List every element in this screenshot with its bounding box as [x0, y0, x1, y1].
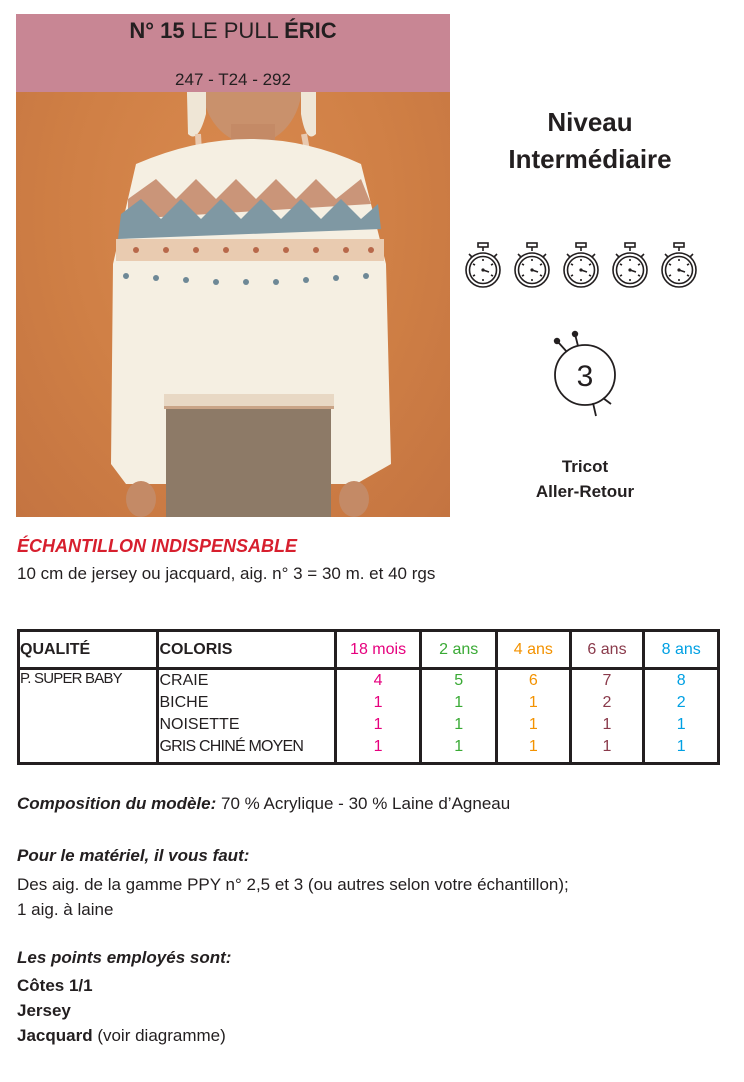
qty-18-mois: [335, 669, 421, 764]
header-size-8-ans: 8 ans: [644, 631, 719, 669]
composition-label: Composition du modèle:: [17, 794, 217, 813]
qty-value: 1: [528, 716, 538, 733]
color-name: NOISETTE: [159, 716, 240, 733]
technique-line1: Tricot: [561, 457, 609, 476]
product-photo: [16, 14, 450, 517]
qty-value: 1: [528, 694, 538, 711]
qty-value: 1: [454, 716, 464, 733]
qty-value: 1: [454, 738, 464, 755]
qty-value: 1: [373, 738, 383, 755]
stopwatch-icon: [561, 240, 601, 292]
pattern-title: [16, 18, 450, 44]
title-band: [16, 14, 450, 92]
color-name: BICHE: [159, 694, 209, 711]
stopwatch-icon: [659, 240, 699, 292]
color-list: [158, 669, 335, 764]
table-row: [19, 669, 719, 764]
stitches-heading: Les points employés sont:: [17, 948, 232, 967]
qty-value: 4: [373, 672, 383, 689]
qty-value: 1: [528, 738, 538, 755]
stitch-name: Jersey: [17, 1001, 71, 1020]
stitch-note: (voir diagramme): [92, 1026, 226, 1045]
qty-4-ans: [497, 669, 571, 764]
material-heading: Pour le matériel, il vous faut:: [17, 846, 250, 865]
header-size-18-mois: 18 mois: [335, 631, 421, 669]
qty-value: 5: [454, 672, 464, 689]
needle-number: 3: [576, 360, 594, 393]
pattern-number: N° 15: [129, 18, 185, 43]
yarn-quality: P. SUPER BABY: [19, 669, 158, 764]
material-line: 1 aig. à laine: [17, 900, 114, 919]
qty-value: 2: [602, 694, 612, 711]
stitch-item: [17, 1023, 226, 1048]
qty-value: 2: [676, 694, 686, 711]
qty-value: 1: [602, 738, 612, 755]
qty-value: 1: [373, 716, 383, 733]
qty-8-ans: [644, 669, 719, 764]
technique: [455, 454, 715, 504]
header-size-2-ans: 2 ans: [421, 631, 497, 669]
difficulty-level: [455, 104, 725, 178]
qty-2-ans: [421, 669, 497, 764]
stitch-item: [17, 998, 226, 1023]
qty-value: 7: [602, 672, 612, 689]
color-name: CRAIE: [159, 672, 209, 689]
header-quality: QUALITÉ: [19, 631, 158, 669]
qty-value: 6: [528, 672, 538, 689]
composition: [17, 794, 510, 814]
level-label: Niveau: [547, 107, 633, 137]
stopwatch-icon: [512, 240, 552, 292]
material-text: [17, 872, 732, 922]
knitting-needle-ball-icon: [545, 330, 625, 420]
pattern-codes: 247 - T24 - 292: [175, 70, 291, 89]
qty-value: 1: [676, 716, 686, 733]
stitch-item: [17, 973, 226, 998]
stitch-name: Côtes 1/1: [17, 976, 93, 995]
header-colors: COLORIS: [158, 631, 335, 669]
yarn-quantity-table: [17, 629, 720, 765]
pattern-title-light: LE PULL: [190, 18, 278, 43]
gauge-title: ÉCHANTILLON INDISPENSABLE: [17, 536, 298, 556]
technique-line2: Aller-Retour: [535, 482, 635, 501]
pattern-title-bold: ÉRIC: [284, 18, 337, 43]
level-value: Intermédiaire: [508, 144, 672, 174]
qty-value: 1: [454, 694, 464, 711]
time-rating: [463, 240, 699, 292]
material-line: Des aig. de la gamme PPY n° 2,5 et 3 (ou autres selon votre échantillon);: [17, 875, 569, 894]
stitch-name: Jacquard: [17, 1026, 93, 1045]
header-size-4-ans: 4 ans: [497, 631, 571, 669]
qty-value: 1: [676, 738, 686, 755]
stitches-list: [17, 973, 226, 1048]
stopwatch-icon: [610, 240, 650, 292]
qty-6-ans: [570, 669, 644, 764]
table-header-row: [19, 631, 719, 669]
gauge-text: 10 cm de jersey ou jacquard, aig. n° 3 = 30 m. et 40 rgs: [17, 564, 436, 583]
color-name: GRIS CHINÉ MOYEN: [159, 738, 304, 755]
composition-value: 70 % Acrylique - 30 % Laine d’Agneau: [216, 794, 511, 813]
qty-value: 1: [373, 694, 383, 711]
qty-value: 8: [676, 672, 686, 689]
header-size-6-ans: 6 ans: [570, 631, 644, 669]
qty-value: 1: [602, 716, 612, 733]
stopwatch-icon: [463, 240, 503, 292]
